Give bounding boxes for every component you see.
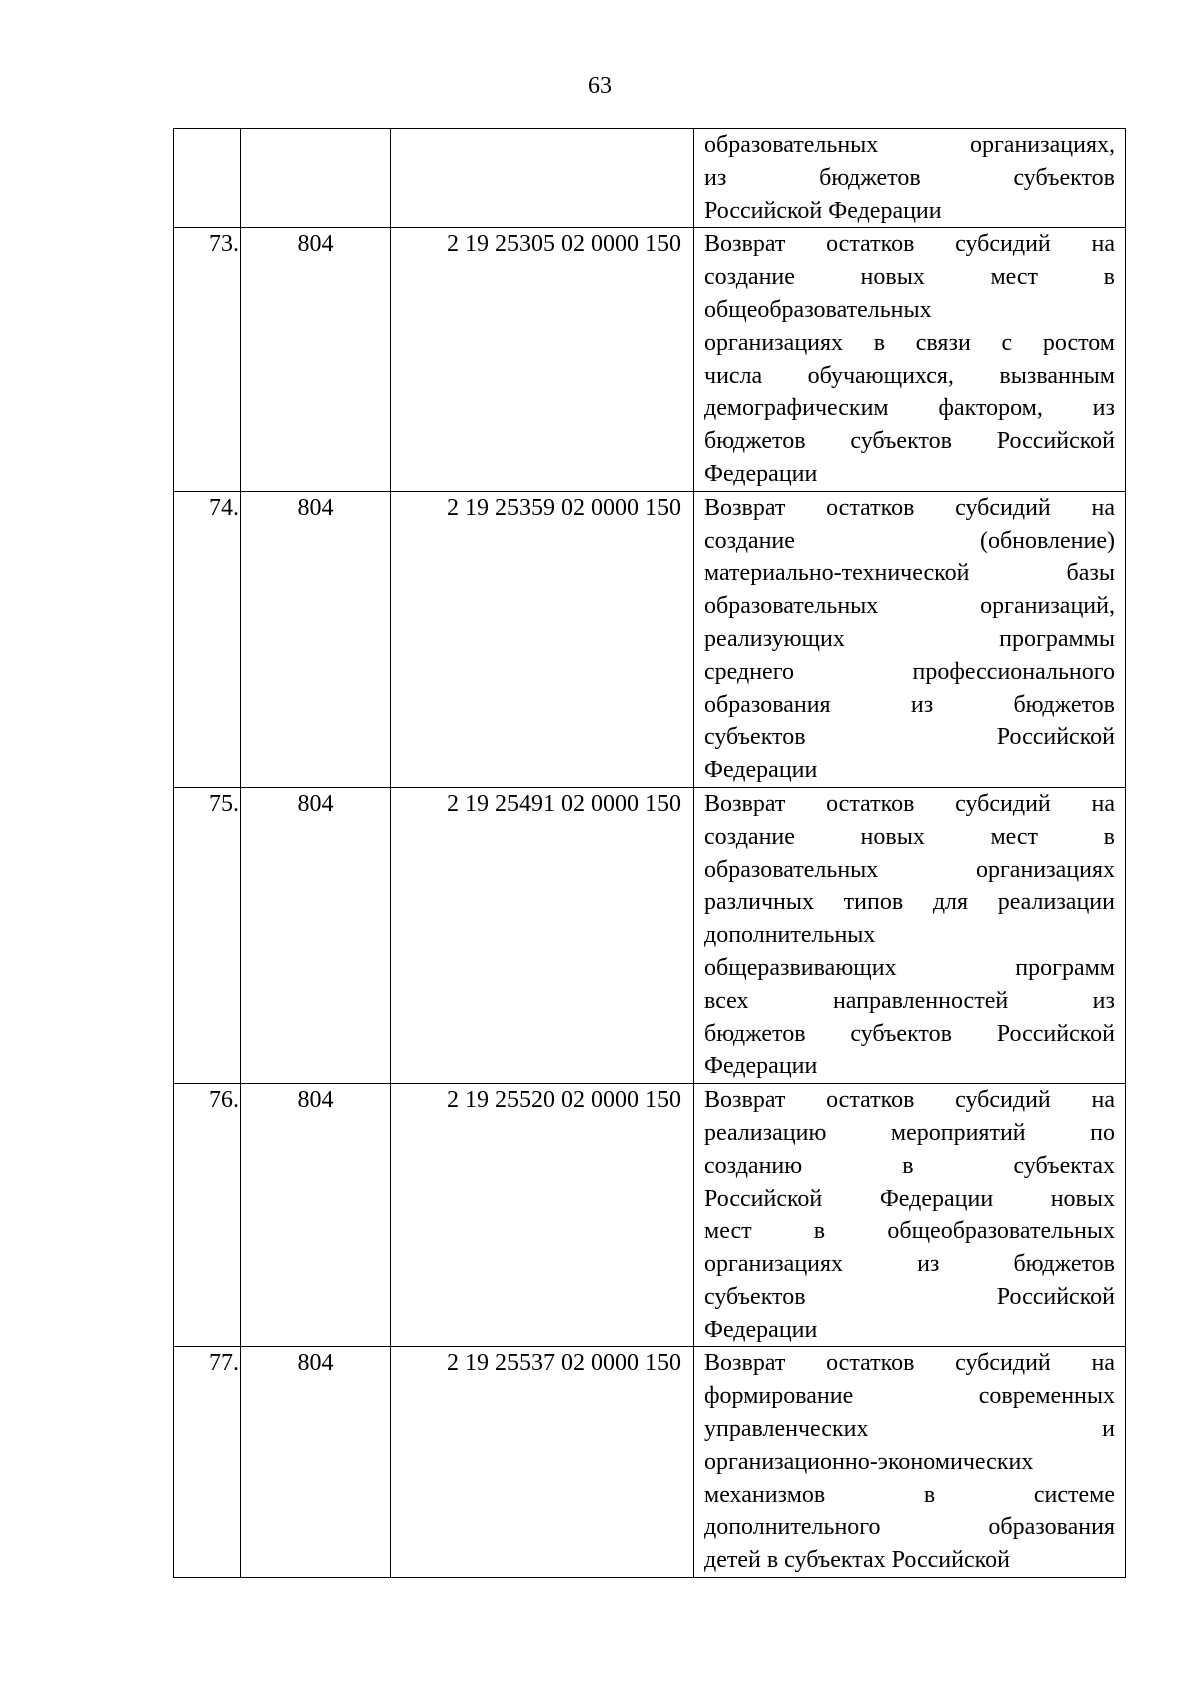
income-code: 2 19 25491 02 0000 150 (391, 787, 694, 1083)
income-code (391, 129, 694, 228)
admin-code: 804 (241, 228, 391, 491)
description-text (704, 1347, 1115, 1577)
income-codes-table (173, 128, 1126, 1578)
income-description (694, 1347, 1126, 1578)
description-line: Возврат остатков субсидий на (704, 1087, 1115, 1114)
description-line: среднего профессионального (704, 658, 1115, 685)
table-row (174, 228, 1126, 491)
description-line: Возврат остатков субсидий на (704, 231, 1115, 258)
description-line: организационно-экономических (704, 1448, 1034, 1475)
income-description (694, 228, 1126, 491)
description-line: созданию в субъектах (704, 1152, 1115, 1179)
income-description (694, 129, 1126, 228)
description-line: Российской Федерации новых (704, 1185, 1115, 1212)
description-line: образовательных организациях (704, 856, 1115, 883)
description-line: дополнительных (704, 922, 876, 949)
description-line: демографическим фактором, из (704, 395, 1115, 422)
description-text (704, 228, 1115, 490)
row-number: 77. (174, 1347, 241, 1578)
description-line: создание (обновление) (704, 527, 1115, 554)
description-line: всех направленностей из (704, 987, 1115, 1014)
description-line: Федерации (704, 1316, 818, 1343)
description-line: числа обучающихся, вызванным (704, 362, 1115, 389)
table-body (174, 129, 1126, 1578)
admin-code: 804 (241, 491, 391, 787)
description-line: бюджетов субъектов Российской (704, 1020, 1115, 1047)
row-number: 75. (174, 787, 241, 1083)
admin-code: 804 (241, 1084, 391, 1347)
description-line: образовательных организациях, (704, 132, 1115, 158)
description-line: создание новых мест в (704, 823, 1115, 850)
description-line: субъектов Российской (704, 724, 1115, 751)
description-line: Возврат остатков субсидий на (704, 494, 1115, 521)
description-line: Федерации (704, 1053, 818, 1080)
table-row (174, 1084, 1126, 1347)
income-code: 2 19 25305 02 0000 150 (391, 228, 694, 491)
description-line: организациях в связи с ростом (704, 329, 1115, 356)
description-line: образовательных организаций, (704, 593, 1115, 620)
income-code: 2 19 25520 02 0000 150 (391, 1084, 694, 1347)
description-line: материально-технической базы (704, 560, 1115, 587)
description-text (704, 129, 1115, 227)
description-line: общеразвивающих программ (704, 954, 1115, 981)
description-line: Российской Федерации (704, 197, 942, 224)
admin-code (241, 129, 391, 228)
page-number: 63 (588, 73, 612, 99)
description-text (704, 1084, 1115, 1346)
description-line: управленческих и (704, 1416, 1115, 1443)
description-line: мест в общеобразовательных (704, 1218, 1115, 1245)
income-code: 2 19 25359 02 0000 150 (391, 491, 694, 787)
description-line: механизмов в системе (704, 1481, 1115, 1508)
description-line: Федерации (704, 757, 818, 784)
description-line: организациях из бюджетов (704, 1251, 1115, 1278)
row-number (174, 129, 241, 228)
description-line: Возврат остатков субсидий на (704, 790, 1115, 817)
description-line: формирование современных (704, 1383, 1115, 1410)
description-line: различных типов для реализации (704, 889, 1115, 916)
table-row (174, 1347, 1126, 1578)
description-text (704, 492, 1115, 787)
row-number: 76. (174, 1084, 241, 1347)
description-line: детей в субъектах Российской (704, 1547, 1010, 1574)
description-line: создание новых мест в (704, 264, 1115, 291)
description-line: Возврат остатков субсидий на (704, 1350, 1115, 1377)
description-line: дополнительного образования (704, 1514, 1115, 1541)
row-number: 73. (174, 228, 241, 491)
description-line: образования из бюджетов (704, 691, 1115, 718)
description-line: бюджетов субъектов Российской (704, 428, 1115, 455)
table-row (174, 787, 1126, 1083)
admin-code: 804 (241, 787, 391, 1083)
description-line: субъектов Российской (704, 1283, 1115, 1310)
row-number: 74. (174, 491, 241, 787)
income-description (694, 1084, 1126, 1347)
description-text (704, 788, 1115, 1083)
income-code: 2 19 25537 02 0000 150 (391, 1347, 694, 1578)
admin-code: 804 (241, 1347, 391, 1578)
table-row (174, 129, 1126, 228)
table-row (174, 491, 1126, 787)
description-line: общеобразовательных (704, 296, 932, 323)
description-line: Федерации (704, 460, 818, 487)
description-line: реализацию мероприятий по (704, 1119, 1115, 1146)
description-line: реализующих программы (704, 625, 1115, 652)
income-description (694, 491, 1126, 787)
description-line: из бюджетов субъектов (704, 164, 1115, 191)
income-description (694, 787, 1126, 1083)
